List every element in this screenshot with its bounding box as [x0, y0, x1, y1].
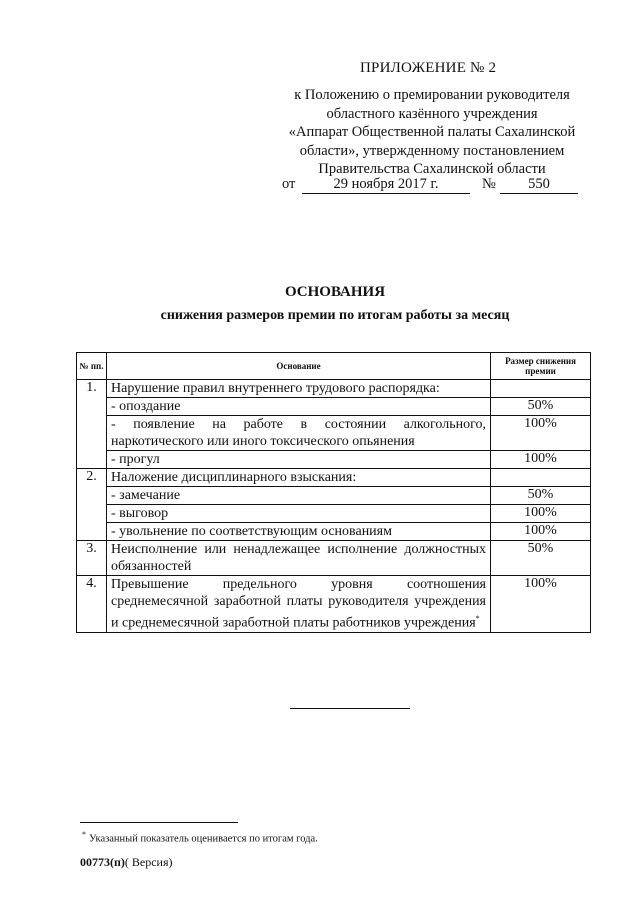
table-row — [77, 487, 591, 505]
footnote — [82, 830, 318, 845]
row-item: - прогул — [107, 451, 491, 469]
number-label: № — [482, 176, 496, 192]
row-item: - замечание — [107, 487, 491, 505]
resolution-date-number — [282, 176, 582, 194]
header-size: Размер снижения премии — [491, 353, 591, 380]
row-value: 100% — [491, 576, 591, 633]
grounds-table — [76, 352, 591, 633]
table-header-row — [77, 353, 591, 380]
footnote-text: Указанный показатель оценивается по итогам года. — [89, 833, 318, 845]
row-number: 2. — [77, 469, 107, 541]
table-row — [77, 505, 591, 523]
reference-line: к Положению о премировании руководителя — [294, 87, 570, 103]
footnote-mark: * — [82, 830, 86, 839]
row-item: - увольнение по соответствующим основаниям — [107, 523, 491, 541]
row-value: 50% — [491, 487, 591, 505]
row-value: 100% — [491, 505, 591, 523]
row-heading: Наложение дисциплинарного взыскания: — [107, 469, 491, 487]
reference-line: Правительства Сахалинской области — [318, 161, 546, 177]
row-text: Неисполнение или ненадлежащее исполнение должностных обязанностей — [107, 541, 491, 576]
document-title: ОСНОВАНИЯ — [284, 284, 386, 300]
table-row — [77, 416, 591, 451]
row-number: 1. — [77, 380, 107, 469]
footnote-divider — [80, 822, 238, 823]
resolution-date: 29 ноября 2017 г. — [302, 176, 470, 194]
reference-line: области», утвержденному постановлением — [299, 142, 565, 159]
table-row — [77, 451, 591, 469]
footnote-mark: * — [475, 614, 480, 623]
appendix-title: ПРИЛОЖЕНИЕ № 2 — [360, 60, 497, 76]
document-subtitle: снижения размеров премии по итогам работы за месяц — [160, 308, 510, 323]
reference-line: областного казённого учреждения — [326, 105, 538, 122]
row-number: 4. — [77, 576, 107, 633]
table-row — [77, 398, 591, 416]
row-heading: Нарушение правил внутреннего трудового распорядка: — [107, 380, 491, 398]
row-text: Превышение предельного уровня соотношения среднемесячной заработной платы руководителя учреждения и среднемесячной заработной платы работников учреждения — [111, 577, 486, 631]
from-label: от — [282, 176, 296, 192]
row-value: 100% — [491, 451, 591, 469]
row-value-empty — [491, 469, 591, 487]
appendix-reference — [282, 86, 582, 179]
row-value: 50% — [491, 398, 591, 416]
row-value-empty — [491, 380, 591, 398]
resolution-number: 550 — [500, 176, 578, 194]
table-row — [77, 523, 591, 541]
row-value: 100% — [491, 523, 591, 541]
end-divider — [290, 708, 410, 709]
table-row — [77, 576, 591, 633]
document-code-number: 00773(п) — [80, 855, 125, 869]
row-value: 100% — [491, 416, 591, 451]
table-row — [77, 380, 591, 398]
row-number: 3. — [77, 541, 107, 576]
row-text-cell — [107, 576, 491, 633]
table-row — [77, 469, 591, 487]
document-code — [80, 855, 173, 870]
header-num: № пп. — [77, 353, 107, 380]
document-version: ( Версия) — [124, 855, 173, 869]
header-basis: Основание — [107, 353, 491, 380]
row-item: - выговор — [107, 505, 491, 523]
row-value: 50% — [491, 541, 591, 576]
row-item: - появление на работе в состоянии алкогольного, наркотического или иного токсического опьянения — [107, 416, 491, 451]
reference-line: «Аппарат Общественной палаты Сахалинской — [288, 124, 576, 140]
table-row — [77, 541, 591, 576]
row-item: - опоздание — [107, 398, 491, 416]
